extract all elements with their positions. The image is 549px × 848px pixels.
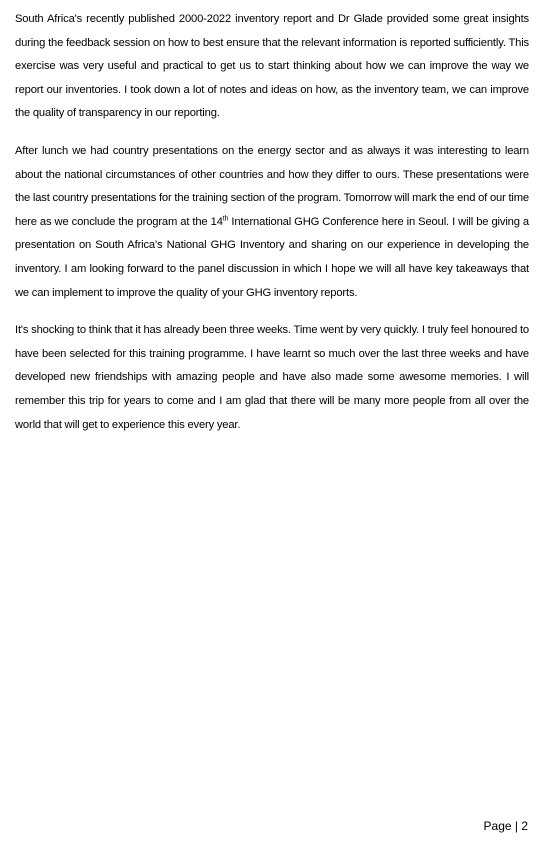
paragraph-country-presentations-part-1: After lunch we had country presentations on the energy sector and as always it was interesting to learn about the national circumstances of other countries and how they differ to ours. These presentations were the last country presentations for the training section of the program. Tomorrow will mark the end of our time here as we conclude the program at the 14 bbox=[15, 144, 529, 228]
page-number: Page | 2 bbox=[483, 819, 528, 833]
paragraph-country-presentations-part-2: International GHG Conference here in Seoul. I will be giving a presentation on South Africa's National GHG Inventory and sharing on our experience in developing the inventory. I am looking forward to the panel discussion in which I hope we will all have key takeaways that we can implement to improve the quality of your GHG inventory reports. bbox=[15, 215, 529, 299]
document-body bbox=[15, 8, 529, 451]
paragraph-reflection: It's shocking to think that it has already been three weeks. Time went by very quickly. I truly feel honoured to have been selected for this training programme. I have learnt so much over the last three weeks and have developed new friendships with amazing people and have also made some awesome memories. I will remember this trip for years to come and I am glad that there will be many more people from all over the world that will get to experience this every year. bbox=[15, 324, 529, 431]
paragraph-country-presentations bbox=[15, 140, 529, 305]
paragraph-feedback-session: South Africa's recently published 2000-2022 inventory report and Dr Glade provided some great insights during the feedback session on how to best ensure that the relevant information is reported sufficiently. This exercise was very useful and practical to get us to start thinking about how we can improve the way we report our inventories. I took down a lot of notes and ideas on how, as the inventory team, we can improve the quality of transparency in our reporting. bbox=[15, 13, 529, 120]
ordinal-superscript: th bbox=[222, 215, 229, 223]
